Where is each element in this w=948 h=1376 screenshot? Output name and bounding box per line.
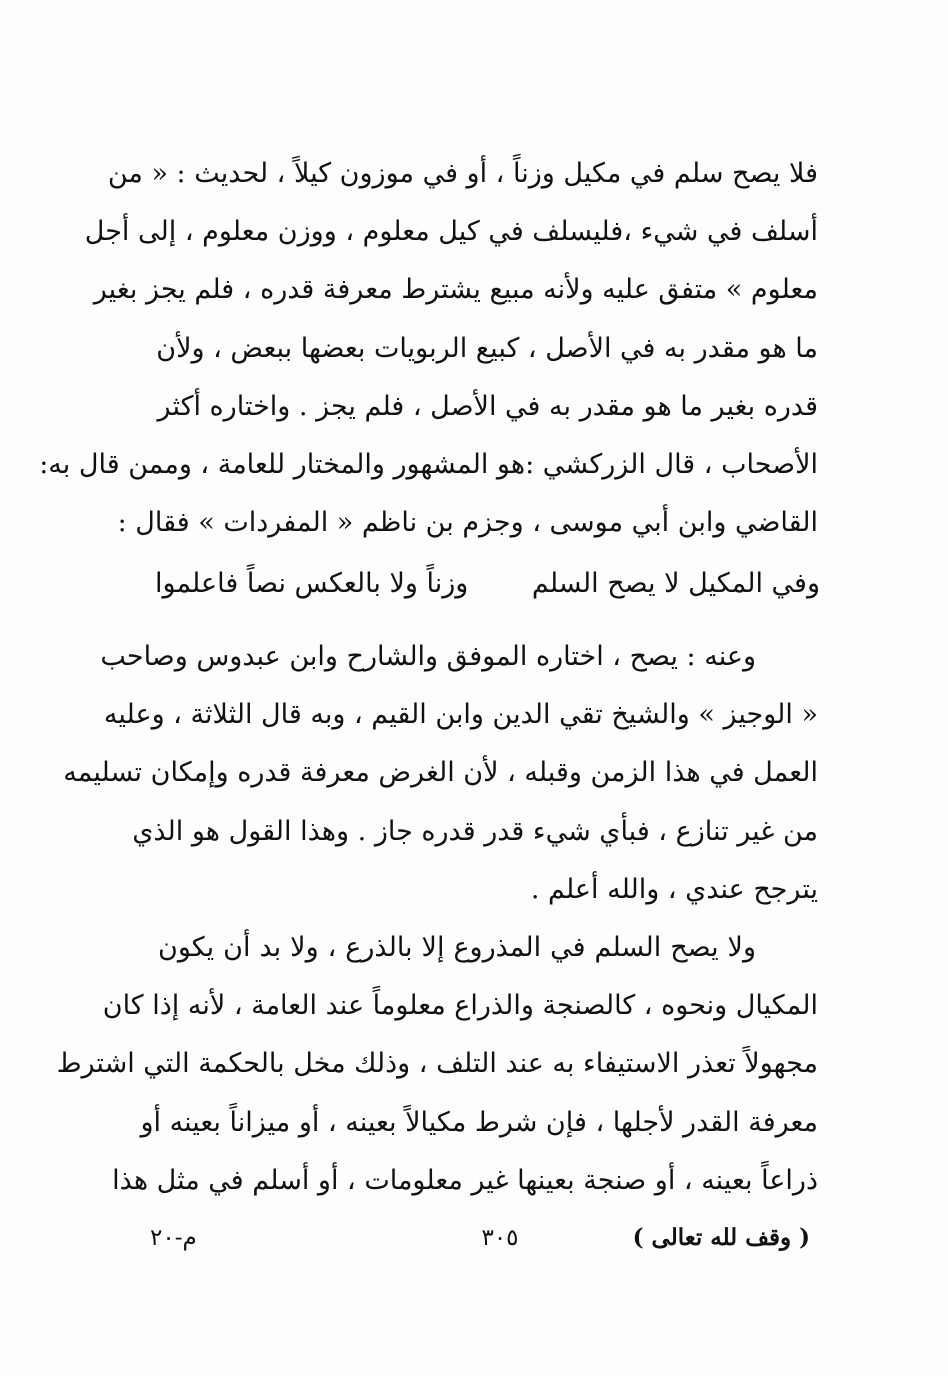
text-line: يترجح عندي ، والله أعلم . <box>530 873 818 905</box>
text-line: من غير تنازع ، فبأي شيء قدر قدره جاز . وهذا القول هو الذي <box>132 815 818 847</box>
text-line: « الوجيز » والشيخ تقي الدين وابن القيم ، وبه قال الثلاثة ، وعليه <box>103 699 818 731</box>
page-number: ٣٠٥ <box>481 1225 519 1251</box>
text-line: ولا يصح السلم في المذروع إلا بالذرع ، ولا بد أن يكون <box>158 931 756 963</box>
text-line: وعنه : يصح ، اختاره الموفق والشارح وابن عبدوس وصاحب <box>100 641 756 672</box>
text-line: المكيال ونحوه ، كالصنجة والذراع معلوماً عند العامة ، لأنه إذا كان <box>102 990 818 1022</box>
verse-first-hemistich: وفي المكيل لا يصح السلم <box>531 568 820 599</box>
text-line: مجهولاً تعذر الاستيفاء به عند التلف ، وذلك مخل بالحكمة التي اشترط <box>56 1048 818 1080</box>
verse-second-hemistich: وزناً ولا بالعكس نصاً فاعلموا <box>155 568 469 599</box>
signature-mark: م-٢٠ <box>150 1225 197 1251</box>
text-line: القاضي وابن أبي موسى ، وجزم بن ناظم « المفردات » فقال : <box>117 507 818 539</box>
text-line: العمل في هذا الزمن وقبله ، لأن الغرض معرفة قدره وإمكان تسليمه <box>63 757 818 789</box>
poetry-verse <box>155 555 820 613</box>
page-footer <box>150 1218 810 1258</box>
text-line: ذراعاً بعينه ، أو صنجة بعينها غير معلومات ، أو أسلم في مثل هذا <box>112 1164 818 1196</box>
endowment-note: ( وقف لله تعالى ) <box>632 1224 810 1251</box>
paragraph-1 <box>39 145 818 552</box>
paragraphs-2-3 <box>56 628 818 1210</box>
text-line: ما هو مقدر به في الأصل ، كبيع الربويات بعضها ببعض ، ولأن <box>156 332 818 364</box>
text-line: معرفة القدر لأجلها ، فإن شرط مكيالاً بعينه ، أو ميزاناً بعينه أو <box>140 1106 818 1138</box>
text-line: أسلف في شيء ،فليسلف في كيل معلوم ، ووزن معلوم ، إلى أجل <box>84 216 818 248</box>
text-line: قدره بغير ما هو مقدر به في الأصل ، فلم يجز . واختاره أكثر <box>157 390 818 422</box>
text-line: معلوم » متفق عليه ولأنه مبيع يشترط معرفة قدره ، فلم يجز بغير <box>93 274 818 306</box>
text-line: الأصحاب ، قال الزركشي :هو المشهور والمختار للعامة ، وممن قال به: <box>39 448 818 480</box>
text-line: فلا يصح سلم في مكيل وزناً ، أو في موزون كيلاً ، لحديث : « من <box>107 158 818 189</box>
